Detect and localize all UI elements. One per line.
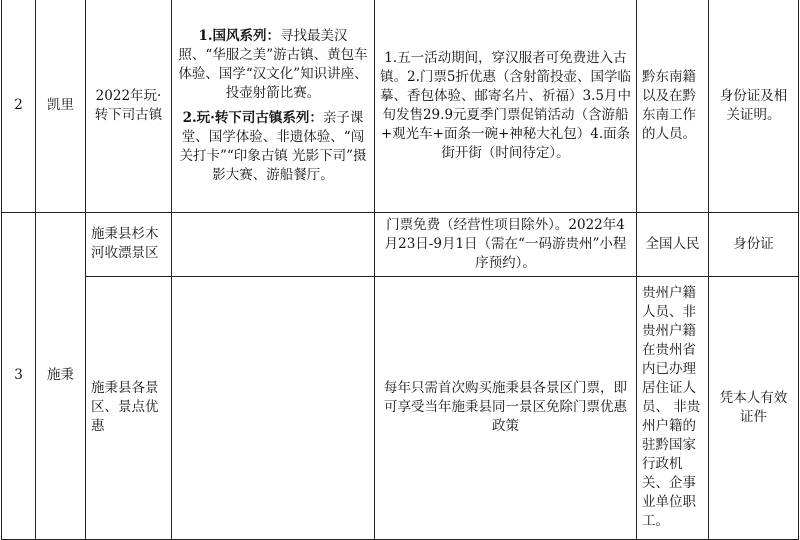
- series2-text: 亲子课堂、国学体验、非遗体验、“闯关打卡”“印象古镇 光影下司”摄影大赛、游船餐厅。: [179, 109, 367, 183]
- activity-cell: [172, 0, 375, 212]
- attraction-cell: 施秉县各景区、景点优惠: [86, 276, 172, 539]
- proof-cell: 身份证: [709, 212, 799, 276]
- series1-text: 寻找最美汉照、“华服之美”游古镇、黄包车体验、国学“汉文化”知识讲座、投壶射箭比赛。: [178, 27, 368, 101]
- target-cell: 全国人民: [637, 212, 709, 276]
- policy-cell: 1.五一活动期间，穿汉服者可免费进入古镇。2.门票5折优惠（含射箭投壶、国学临摹、香包体验、邮寄名片、祈福）3.5月中旬发售29.9元夏季门票促销活动（含游船+观光车+面条一碗+神秘大礼包）4.面条街开街（时间待定）。: [375, 0, 637, 212]
- policy-cell: 每年只需首次购买施秉县各景区门票，即可享受当年施秉县同一景区免除门票优惠政策: [375, 276, 637, 539]
- table-row-shibing-2: [2, 276, 799, 539]
- row-index: 3: [2, 212, 36, 539]
- row-index: 2: [2, 0, 36, 212]
- city-cell: 施秉: [36, 212, 86, 539]
- proof-cell: 身份证及相关证明。: [709, 0, 799, 212]
- series2-title: 2.玩·转下司古镇系列：: [182, 109, 323, 126]
- target-cell: 黔东南籍以及在黔东南工作的人员。: [637, 0, 709, 212]
- target-cell: 贵州户籍人员、非贵州户籍在贵州省内已办理居住证人员、 非贵州户籍的驻黔国家行政机关、企事业单位职工。: [637, 276, 709, 539]
- proof-cell: 凭本人有效证件: [709, 276, 799, 539]
- city-cell: 凯里: [36, 0, 86, 212]
- series1-title: 1.国风系列：: [198, 27, 281, 44]
- activity-cell: [172, 212, 375, 276]
- table-row-shibing-1: [2, 212, 799, 276]
- activity-cell: [172, 276, 375, 539]
- table-row-kaili: [2, 0, 799, 212]
- attraction-cell: 施秉县杉木河收漂景区: [86, 212, 172, 276]
- policy-cell: 门票免费（经营性项目除外）。2022年4月23日-9月1日（需在“一码游贵州”小程序预约）。: [375, 212, 637, 276]
- attraction-cell: 2022年玩·转下司古镇: [86, 0, 172, 212]
- tourism-policy-table: [1, 0, 799, 540]
